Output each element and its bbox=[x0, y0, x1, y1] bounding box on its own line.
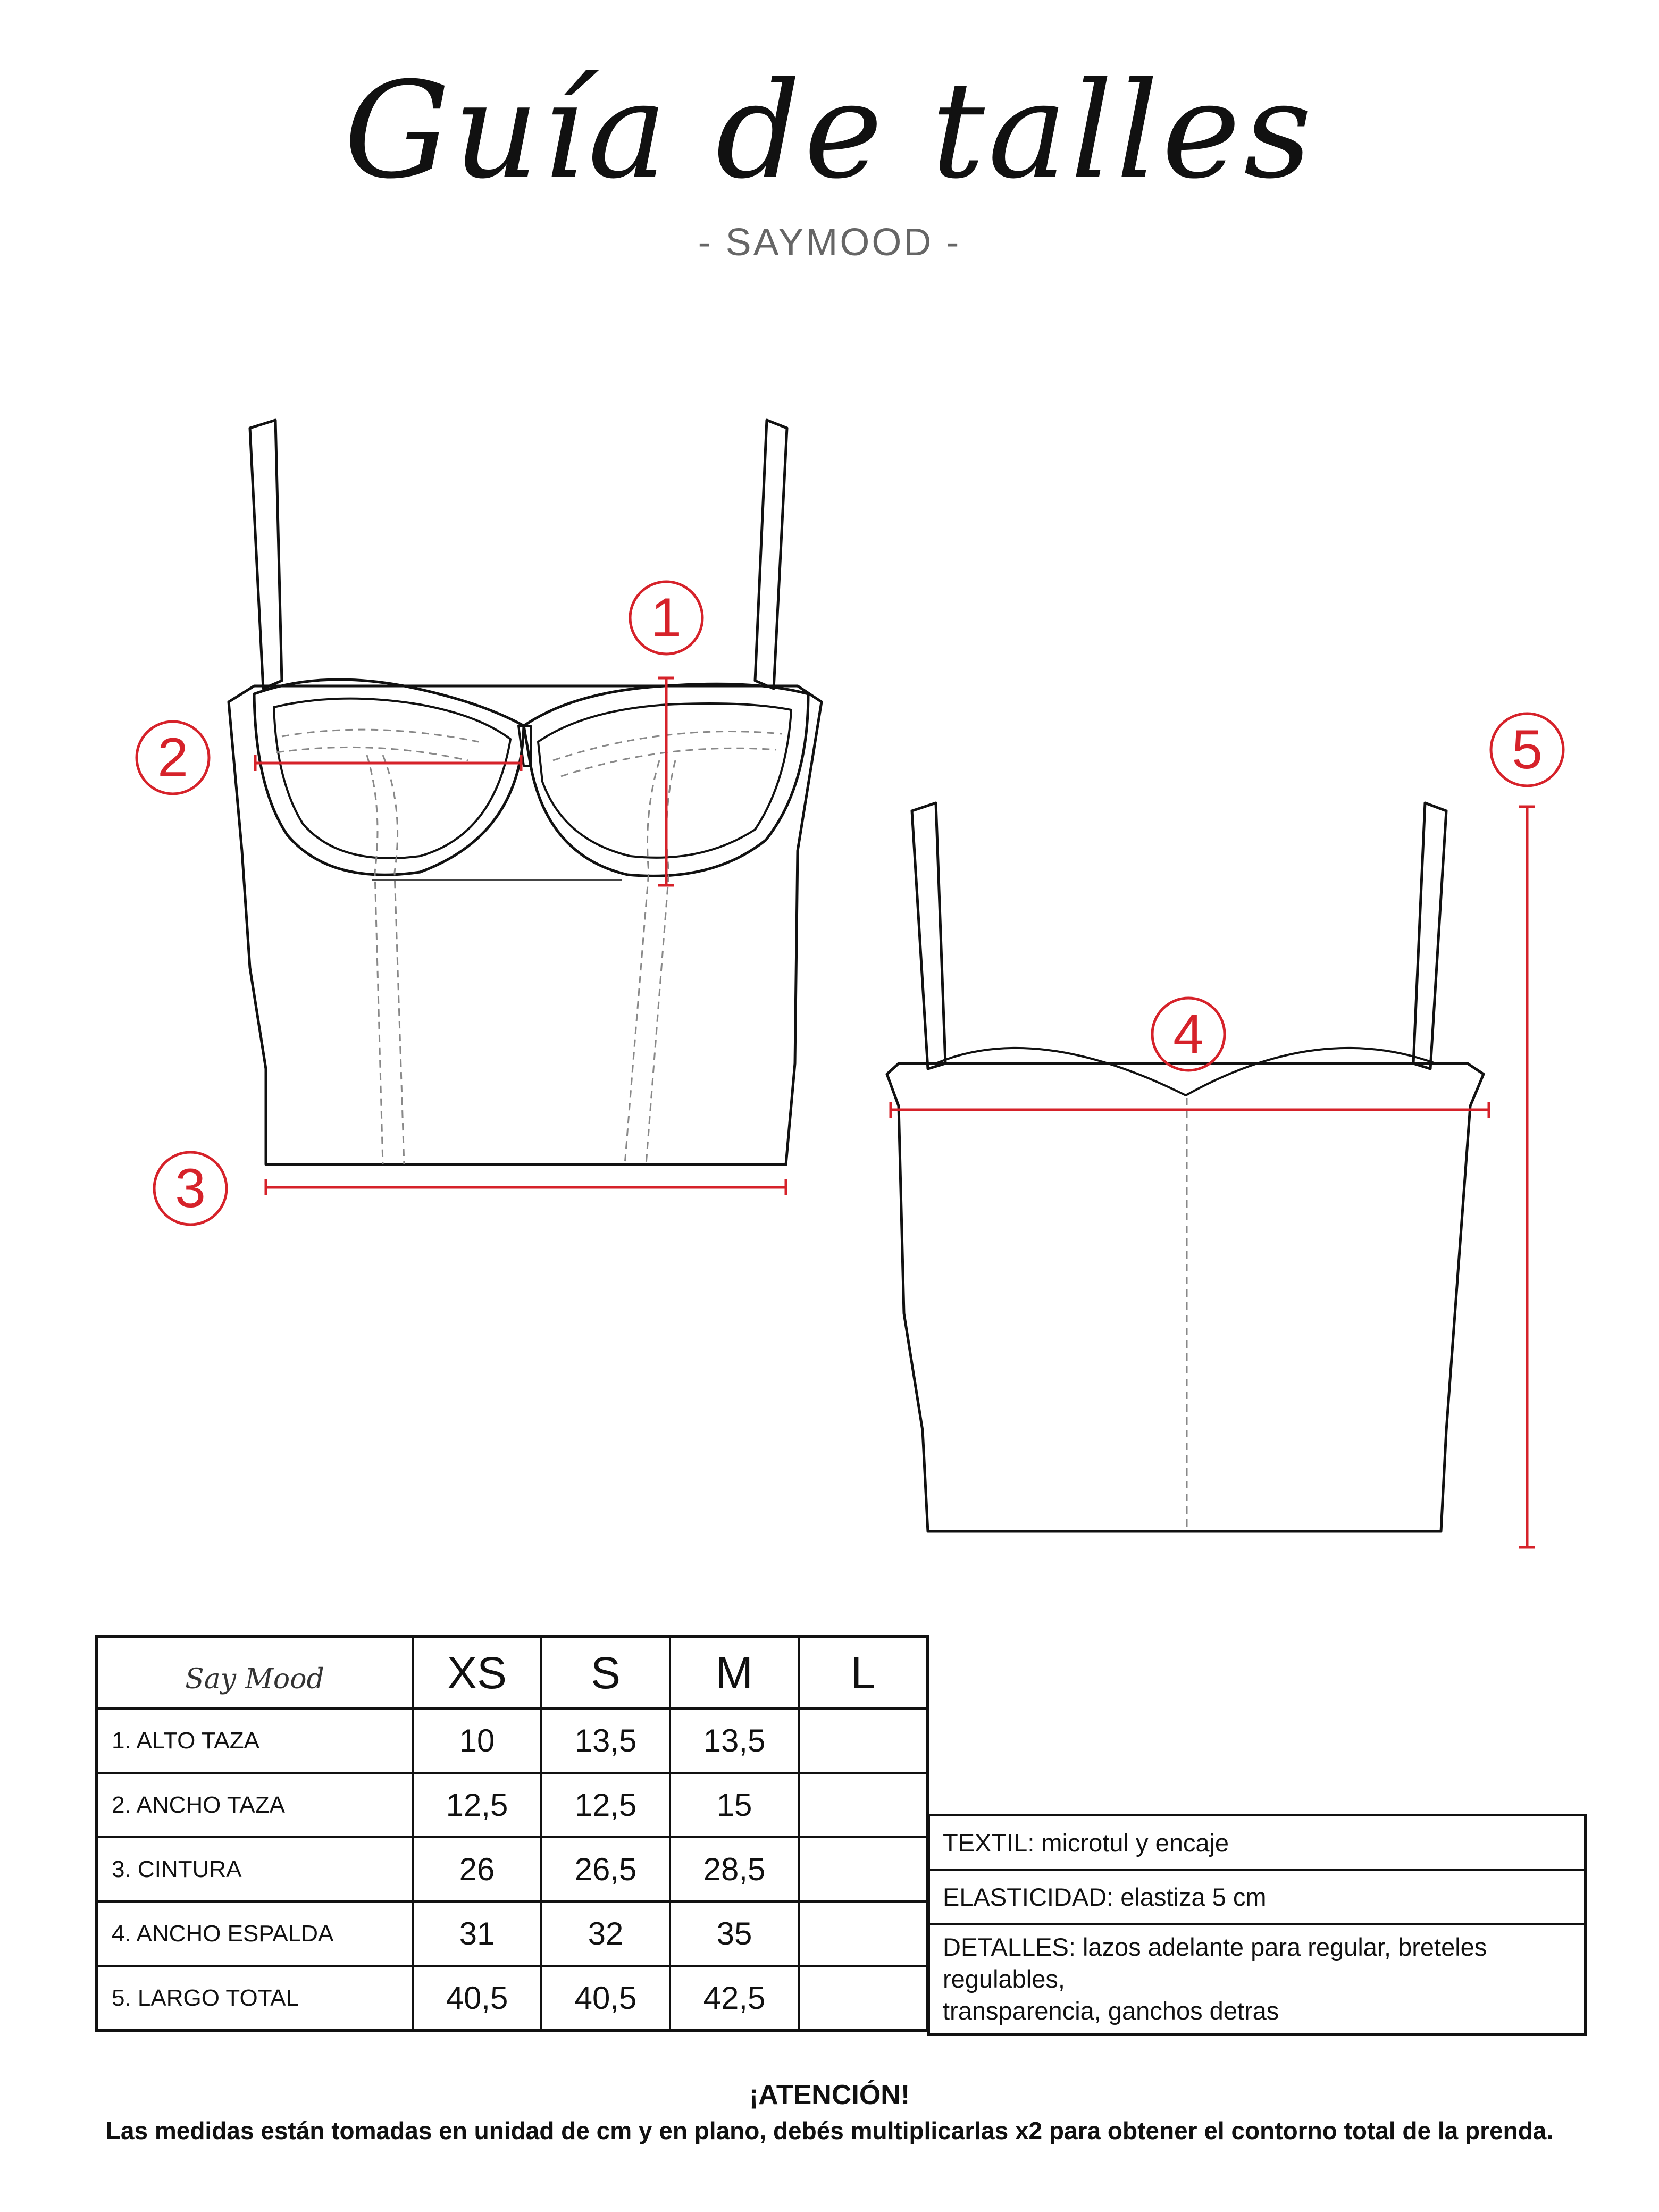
table-cell: 12,5 bbox=[541, 1773, 670, 1837]
table-cell: 26 bbox=[413, 1837, 541, 1901]
table-cell: 40,5 bbox=[413, 1966, 541, 2031]
table-row bbox=[96, 1773, 928, 1837]
fabric-specs-table bbox=[927, 1814, 1587, 2036]
table-row bbox=[96, 1901, 928, 1966]
spec-detalles-line-2: transparencia, ganchos detras bbox=[943, 1997, 1279, 2025]
table-cell bbox=[799, 1966, 928, 2031]
back-view-drawing bbox=[887, 803, 1484, 1531]
size-header-m: M bbox=[670, 1637, 799, 1708]
measurement-markers bbox=[137, 582, 1563, 1225]
page-title: Guía de talles bbox=[343, 53, 1316, 208]
table-cell: 15 bbox=[670, 1773, 799, 1837]
table-cell: 35 bbox=[670, 1901, 799, 1966]
table-cell: 26,5 bbox=[541, 1837, 670, 1901]
table-cell: 32 bbox=[541, 1901, 670, 1966]
spec-elasticidad: ELASTICIDAD: elastiza 5 cm bbox=[929, 1870, 1586, 1924]
table-cell: 13,5 bbox=[670, 1708, 799, 1773]
table-row bbox=[929, 1924, 1586, 2035]
marker-label-5: 5 bbox=[1512, 719, 1543, 781]
table-row bbox=[929, 1870, 1586, 1924]
brand-signature-text: Say Mood bbox=[185, 1663, 324, 1695]
table-cell: 13,5 bbox=[541, 1708, 670, 1773]
size-header-s: S bbox=[541, 1637, 670, 1708]
notice-text: Las medidas están tomadas en unidad de cm y en plano, debés multiplicarlas x2 para obtener el contorno total de la prenda. bbox=[105, 2117, 1554, 2144]
table-cell bbox=[799, 1773, 928, 1837]
row-label-cintura: 3. CINTURA bbox=[96, 1837, 413, 1901]
marker-label-3: 3 bbox=[175, 1158, 206, 1219]
table-cell bbox=[799, 1708, 928, 1773]
table-cell bbox=[799, 1901, 928, 1966]
front-view-seams bbox=[276, 730, 782, 1164]
row-label-ancho-espalda: 4. ANCHO ESPALDA bbox=[96, 1901, 413, 1966]
brand-subtitle: - SAYMOOD - bbox=[698, 221, 961, 264]
marker-label-4: 4 bbox=[1173, 1003, 1204, 1065]
front-view-drawing bbox=[229, 420, 822, 1164]
table-cell: 28,5 bbox=[670, 1837, 799, 1901]
size-header-xs: XS bbox=[413, 1637, 541, 1708]
size-header-row bbox=[96, 1637, 928, 1708]
brand-signature bbox=[96, 1637, 413, 1708]
row-label-ancho-taza: 2. ANCHO TAZA bbox=[96, 1773, 413, 1837]
table-cell: 12,5 bbox=[413, 1773, 541, 1837]
marker-label-1: 1 bbox=[651, 587, 682, 649]
table-cell: 31 bbox=[413, 1901, 541, 1966]
table-row bbox=[929, 1815, 1586, 1870]
spec-textil: TEXTIL: microtul y encaje bbox=[929, 1815, 1586, 1870]
table-row bbox=[96, 1837, 928, 1901]
row-label-alto-taza: 1. ALTO TAZA bbox=[96, 1708, 413, 1773]
spec-detalles bbox=[929, 1924, 1586, 2035]
marker-label-2: 2 bbox=[157, 727, 188, 789]
table-row bbox=[96, 1708, 928, 1773]
table-cell: 40,5 bbox=[541, 1966, 670, 2031]
table-cell: 42,5 bbox=[670, 1966, 799, 2031]
size-header-l: L bbox=[799, 1637, 928, 1708]
row-label-largo-total: 5. LARGO TOTAL bbox=[96, 1966, 413, 2031]
size-table bbox=[95, 1635, 929, 2032]
table-cell bbox=[799, 1837, 928, 1901]
table-cell: 10 bbox=[413, 1708, 541, 1773]
notice-title: ¡ATENCIÓN! bbox=[749, 2080, 910, 2110]
measurement-lines bbox=[255, 678, 1535, 1547]
table-row bbox=[96, 1966, 928, 2031]
spec-detalles-line-1: DETALLES: lazos adelante para regular, breteles regulables, bbox=[943, 1933, 1487, 1993]
